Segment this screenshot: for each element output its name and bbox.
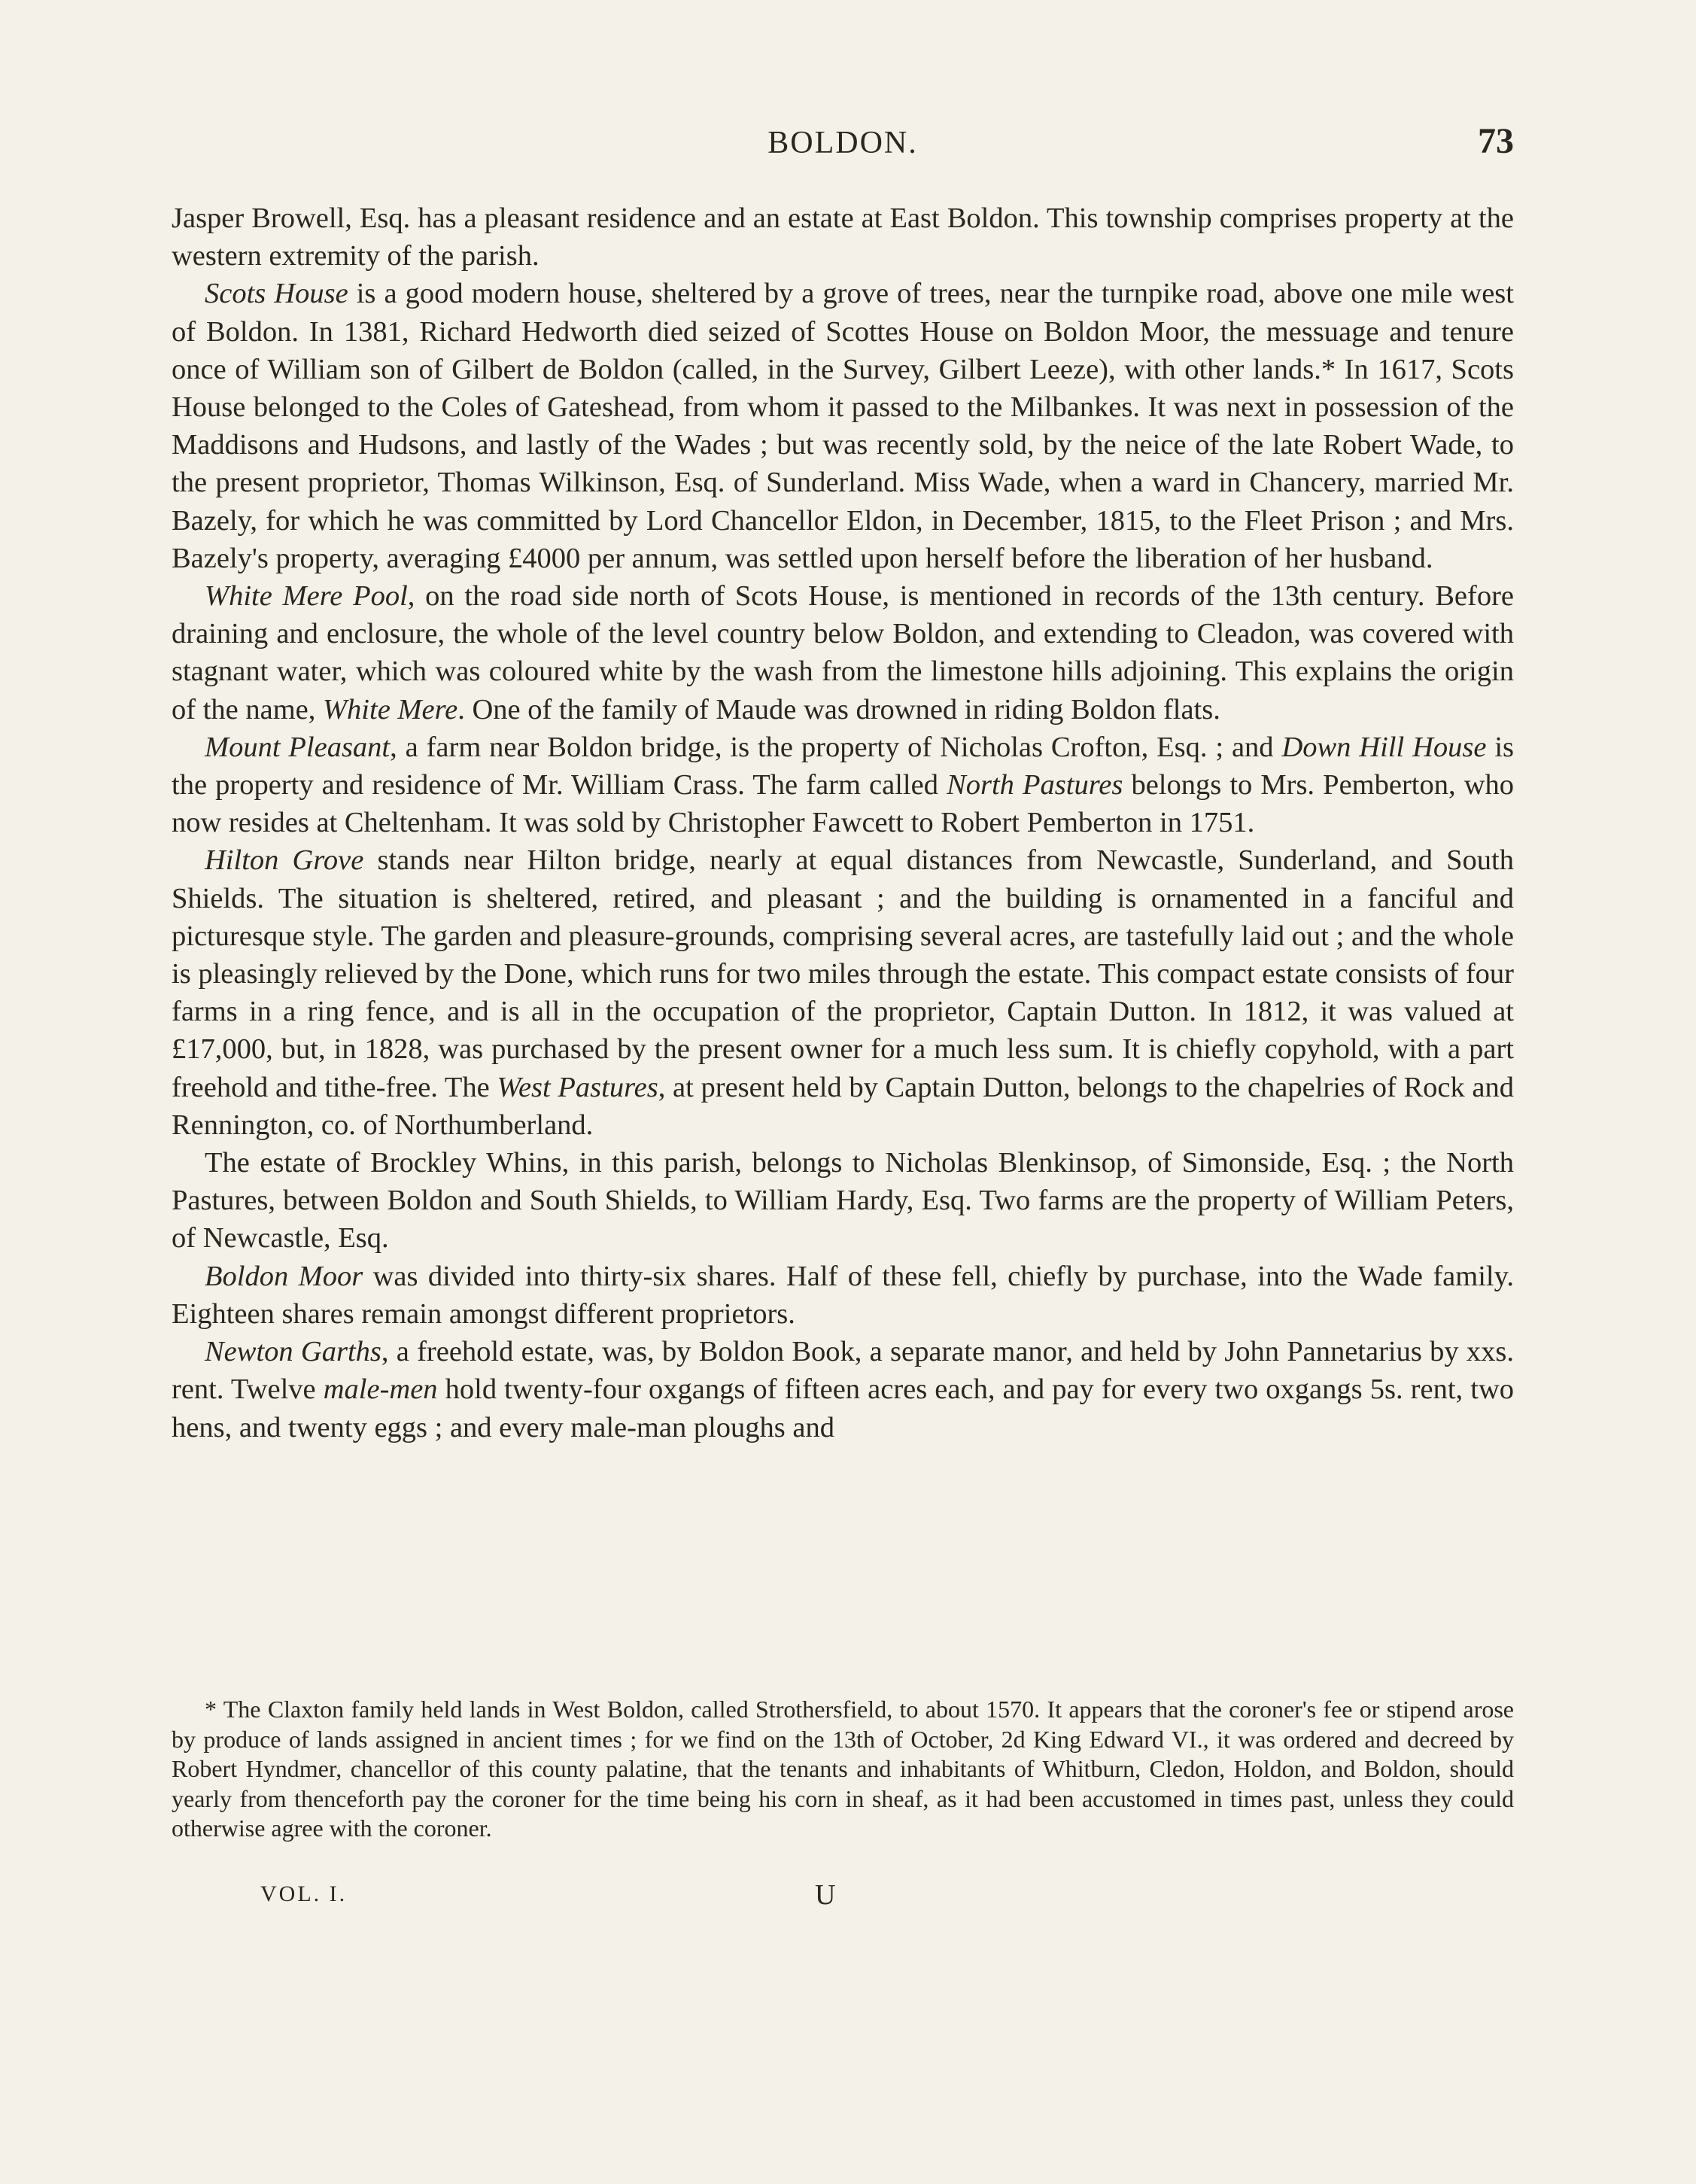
text-newton-garths-b: hold twenty-four oxgangs of fifteen acres each, and pay for every two oxgangs 5s. rent, two hens, and twenty eggs ; and every male-man ploughs and — [172, 1373, 1514, 1443]
paragraph-boldon-moor — [172, 1258, 1514, 1333]
text-white-mere-b: . One of the family of Maude was drowned in riding Boldon flats. — [457, 693, 1220, 725]
text-mount-pleasant-c: belongs to Mrs. Pemberton, who now resides at Cheltenham. It was sold by Christopher Fawcett to Robert Pemberton in 1751. — [172, 769, 1515, 839]
page-number: 73 — [1478, 121, 1514, 161]
heading-boldon-moor: Boldon Moor — [205, 1260, 363, 1292]
text-white-mere-a: , on the road side north of Scots House, is mentioned in records of the 13th century. Before draining and enclosure, the whole of the level country below Boldon, and extending to Cleadon, was covered with stagnant water, which was coloured white by the wash from the limestone hills adjoining. This explains the origin of the name, — [172, 580, 1514, 725]
heading-hilton-grove: Hilton Grove — [205, 844, 364, 877]
paragraph-white-mere-pool — [172, 577, 1514, 729]
text-scots-house: is a good modern house, sheltered by a grove of trees, near the turnpike road, above one mile west of Boldon. In 1381, Richard Hedworth died seized of Scottes House on Boldon Moor, the messuage and tenure once of William son of Gilbert de Boldon (called, in the Survey, Gilbert Leeze), with other lands.* In 1617, Scots House belonged to the Coles of Gateshead, from whom it passed to the Milbankes. It was next in possession of the Maddisons and Hudsons, and lastly of the Wades ; but was recently sold, by the neice of the late Robert Wade, to the present proprietor, Thomas Wilkinson, Esq. of Sunderland. Miss Wade, when a ward in Chancery, married Mr. Bazely, for which he was committed by Lord Chancellor Eldon, in December, 1815, to the Fleet Prison ; and Mrs. Bazely's property, averaging £4000 per annum, was settled upon herself before the liberation of her husband. — [172, 278, 1514, 574]
text-hilton-grove-b: , at present held by Captain Dutton, belongs to the chapelries of Rock and Rennington, co. of Northumberland. — [172, 1071, 1514, 1141]
italic-north-pastures: North Pastures — [947, 769, 1123, 802]
signature-letter: U — [815, 1879, 836, 1911]
text-mount-pleasant-a: , a farm near Boldon bridge, is the property of Nicholas Crofton, Esq. ; and — [390, 731, 1282, 763]
italic-male-men: male-men — [323, 1373, 438, 1406]
signature-line — [172, 1881, 1514, 1919]
volume-mark: VOL. I. — [260, 1881, 348, 1906]
running-head — [172, 120, 1514, 166]
heading-mount-pleasant: Mount Pleasant — [205, 731, 391, 763]
heading-scots-house: Scots House — [205, 278, 348, 310]
paragraph-scots-house — [172, 275, 1514, 577]
italic-white-mere: White Mere — [322, 693, 458, 725]
paragraph-hilton-grove — [172, 841, 1514, 1144]
italic-down-hill-house: Down Hill House — [1281, 731, 1487, 763]
paragraph-browell: Jasper Browell, Esq. has a pleasant residence and an estate at East Boldon. This township comprises property at the western extremity of the parish. — [172, 202, 1514, 272]
footnote-text: * The Claxton family held lands in West Boldon, called Strothersfield, to about 1570. It appears that the coroner's fee or stipend arose by produce of lands assigned in ancient times ; for we find on the 13th of October, 2d King Edward VI., it was ordered and decreed by Robert Hyndmer, chancellor of this county palatine, that the tenants and inhabitants of Whitburn, Cledon, Holdon, and Boldon, should yearly from thenceforth pay the coroner for the time being his corn in sheaf, as it had been accustomed in times past, unless they could otherwise agree with the coroner. — [172, 1696, 1514, 1842]
heading-white-mere-pool: White Mere Pool — [205, 580, 408, 613]
running-title: BOLDON. — [767, 126, 918, 160]
body-text — [172, 199, 1514, 1446]
text-newton-garths-a: , a freehold estate, was, by Boldon Book, a separate manor, and held by John Pannetarius by xxs. rent. Twelve — [172, 1336, 1514, 1406]
paragraph-newton-garths — [172, 1333, 1514, 1446]
text-hilton-grove-a: stands near Hilton bridge, nearly at equal distances from Newcastle, Sunderland, and South Shields. The situation is sheltered, retired, and pleasant ; and the building is ornamented in a fanciful and picturesque style. The garden and pleasure-grounds, comprising several acres, are tastefully laid out ; and the whole is pleasingly relieved by the Done, which runs for two miles through the estate. This compact estate consists of four farms in a ring fence, and is all in the occupation of the proprietor, Captain Dutton. In 1812, it was valued at £17,000, but, in 1828, was purchased by the present owner for a much less sum. It is chiefly copyhold, with a part freehold and tithe-free. The — [172, 844, 1514, 1103]
italic-west-pastures: West Pastures — [497, 1071, 658, 1103]
paragraph-mount-pleasant — [172, 729, 1514, 842]
text-mount-pleasant-b: is the property and residence of Mr. William Crass. The farm called — [172, 731, 1515, 802]
text-boldon-moor: was divided into thirty-six shares. Half of these fell, chiefly by purchase, into the Wade family. Eighteen shares remain amongst different proprietors. — [172, 1260, 1514, 1330]
paragraph-brockley-whins: The estate of Brockley Whins, in this parish, belongs to Nicholas Blenkinsop, of Simonside, Esq. ; the North Pastures, between Boldon and South Shields, to William Hardy, Esq. Two farms are the property of William Peters, of Newcastle, Esq. — [172, 1147, 1514, 1255]
footnote — [172, 1695, 1514, 1844]
heading-newton-garths: Newton Garths — [205, 1336, 381, 1368]
